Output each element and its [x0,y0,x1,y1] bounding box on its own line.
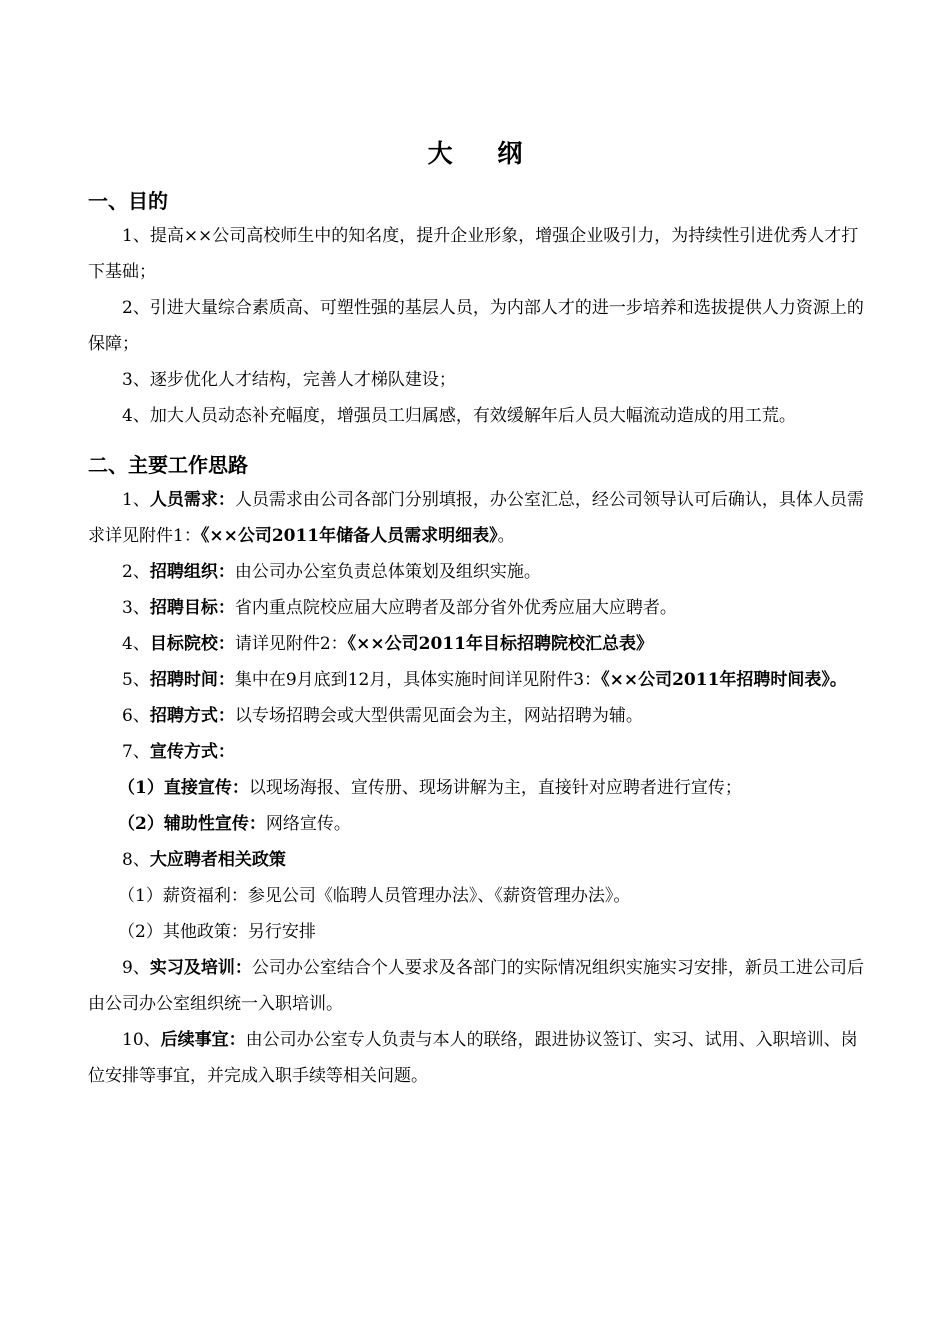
approach-item-followup: 10、后续事宜：由公司办公室专人负责与本人的联络，跟进协议签订、实习、试用、入职培训、岗位安排等事宜，并完成入职手续等相关问题。 [88,1030,858,1086]
publicity-auxiliary: （2）辅助性宣传：网络宣传。 [118,814,351,834]
approach-item-publicity: 7、宣传方式： [122,742,235,762]
purpose-item: 1、提高××公司高校师生中的知名度，提升企业形象，增强企业吸引力，为持续性引进优秀人才打下基础； [88,226,859,282]
document-body [88,184,864,1094]
section-heading-purpose: 一、目的 [88,189,168,213]
approach-item-organization: 2、招聘组织：由公司办公室负责总体策划及组织实施。 [122,562,541,582]
publicity-direct: （1）直接宣传：以现场海报、宣传册、现场讲解为主，直接针对应聘者进行宣传； [118,778,742,798]
section-heading-approach: 二、主要工作思路 [88,453,248,477]
approach-item-method: 6、招聘方式：以专场招聘会或大型供需见面会为主，网站招聘为辅。 [122,706,643,726]
policy-other: （2）其他政策：另行安排 [118,922,316,942]
approach-item-target: 3、招聘目标：省内重点院校应届大应聘者及部分省外优秀应届大应聘者。 [122,598,677,618]
purpose-item: 2、引进大量综合素质高、可塑性强的基层人员，为内部人才的进一步培养和选拔提供人力资源上的保障； [88,298,864,354]
approach-item-staff-demand: 1、人员需求：人员需求由公司各部门分别填报，办公室汇总，经公司领导认可后确认，具体人员需求详见附件1：《××公司2011年储备人员需求明细表》。 [88,490,864,546]
purpose-item: 3、逐步优化人才结构，完善人才梯队建设； [122,370,456,390]
approach-item-schools: 4、目标院校：请详见附件2：《××公司2011年目标招聘院校汇总表》 [122,634,653,654]
page-title: 大 纲 [427,139,541,168]
policy-salary: （1）薪资福利：参见公司《临聘人员管理办法》、《薪资管理办法》。 [118,886,631,906]
approach-item-policy: 8、大应聘者相关政策 [122,850,286,870]
approach-item-time: 5、招聘时间：集中在9月底到12月，具体实施时间详见附件3：《××公司2011年招聘时间表》。 [122,670,847,690]
approach-item-training: 9、实习及培训：公司办公室结合个人要求及各部门的实际情况组织实施实习安排，新员工进公司后由公司办公室组织统一入职培训。 [88,958,864,1014]
purpose-item: 4、加大人员动态补充幅度，增强员工归属感，有效缓解年后人员大幅流动造成的用工荒。 [122,406,796,426]
